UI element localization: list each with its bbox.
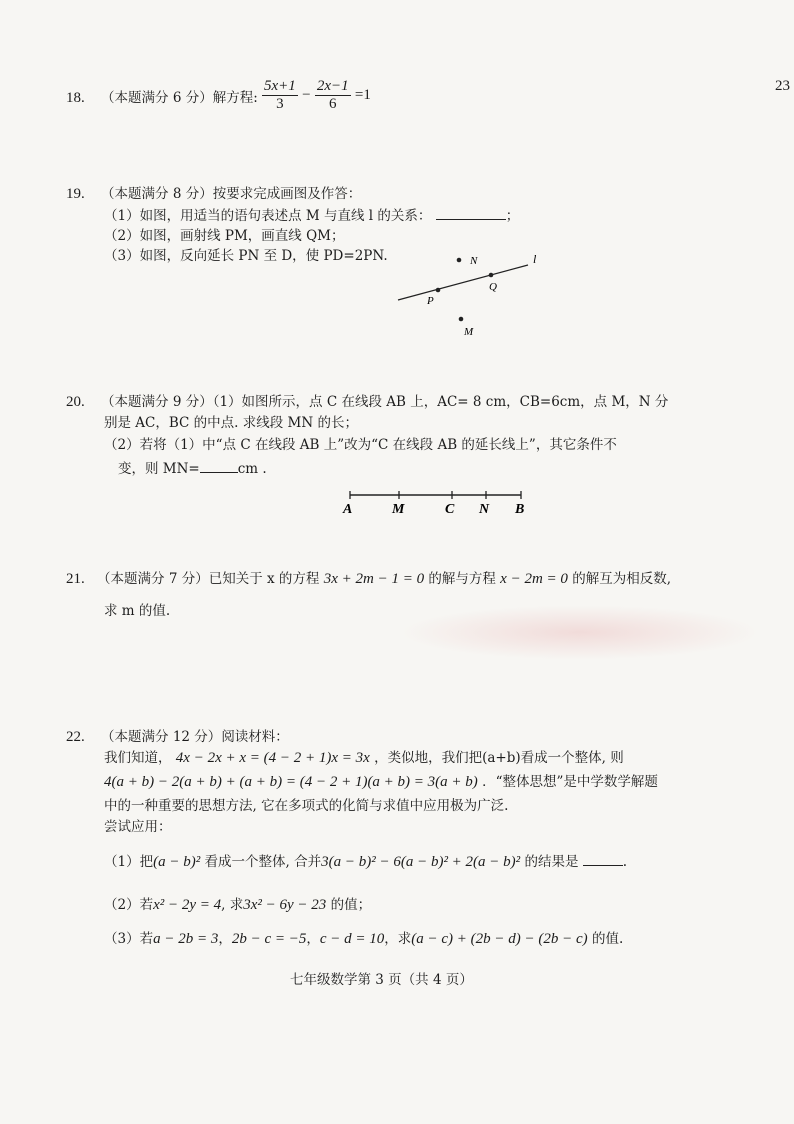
question-19-part-1	[104, 204, 519, 224]
minus-sign: −	[302, 87, 311, 103]
material-equation: 4(a + b) − 2(a + b) + (a + b) = (4 − 2 + 1)(a + b) = 3(a + b)	[104, 774, 478, 790]
figure-19	[380, 248, 570, 343]
part-text: 的结果是	[524, 854, 579, 870]
part-expression: (a − c) + (2b − d) − (2b − c)	[411, 931, 588, 947]
separator: ，	[218, 931, 232, 947]
part-end: .	[622, 854, 628, 870]
score-note: （本题满分 6 分）	[101, 90, 213, 106]
part-text: , 求	[221, 897, 244, 913]
line-l	[398, 265, 528, 300]
score-note: （本题满分 8 分）	[101, 186, 213, 202]
figure-20	[338, 484, 538, 520]
question-20-line-2: 别是 AC，BC 的中点. 求线段 MN 的长；	[104, 415, 358, 431]
part-end: ；	[505, 208, 520, 224]
question-intro: 阅读材料：	[221, 729, 289, 745]
part-text: （2）若	[104, 897, 154, 913]
question-text: （本题满分 9 分）（1）如图所示，点 C 在线段 AB 上，AC= 8 cm，CB=6cm，点 M，N 分	[101, 394, 669, 410]
page-footer: 七年级数学第 3 页（共 4 页）	[290, 972, 473, 988]
question-text: 的解与方程	[428, 571, 496, 587]
answer-blank[interactable]	[583, 865, 623, 866]
paper-stain	[400, 605, 760, 660]
part-text: 的值；	[330, 897, 372, 913]
question-intro: 按要求完成画图及作答：	[212, 186, 362, 202]
question-22-line-4: 尝试应用：	[104, 819, 172, 835]
page-number: 23	[775, 78, 790, 94]
equation-rhs: =1	[354, 87, 371, 103]
question-text: （本题满分 7 分）已知关于 x 的方程	[97, 571, 320, 587]
material-text: ，类似地，我们把(a+b)看成一个整体, 则	[374, 750, 624, 766]
label-p: P	[427, 295, 434, 307]
point-q	[489, 273, 494, 278]
question-20-line-3: （2）若将（1）中“点 C 在线段 AB 上”改为“C 在线段 AB 的延长线上”，其它条件不	[104, 437, 617, 453]
question-20-line-1	[66, 390, 668, 411]
fraction-1: $\frac{5x+1}{3}$	[264, 78, 296, 112]
part-text: 的值.	[591, 931, 624, 947]
part-text: （3）若	[104, 931, 154, 947]
label-n: N	[479, 502, 490, 517]
material-text: 我们知道，	[104, 750, 172, 766]
part-text: （1）如图，用适当的语句表述点 M 与直线 l 的关系：	[104, 208, 432, 224]
question-22-header	[66, 725, 289, 746]
part-expression: (a − b)²	[153, 854, 201, 870]
question-22-part-2	[104, 893, 371, 914]
part-expression: 3(a − b)² − 6(a − b)² + 2(a − b)²	[321, 854, 521, 870]
part-expression: c − d = 10	[319, 931, 385, 947]
part-expression: x² − 2y = 4	[153, 897, 222, 913]
label-l: l	[533, 252, 537, 266]
question-19-header	[66, 182, 361, 203]
point-p	[436, 288, 441, 293]
question-22-part-1	[104, 850, 627, 871]
question-21-line-2: 求 m 的值.	[104, 603, 171, 619]
part-text: （1）把	[104, 854, 154, 870]
equation-18	[262, 78, 371, 113]
answer-blank[interactable]	[200, 472, 238, 473]
question-text: 解方程:	[212, 90, 258, 106]
material-equation: 4x − 2x + x = (4 − 2 + 1)x = 3x	[175, 750, 370, 766]
answer-blank[interactable]	[436, 219, 506, 220]
question-18	[66, 86, 258, 107]
part-unit: cm .	[237, 461, 267, 477]
question-number: 22.	[66, 729, 85, 745]
question-number: 20.	[66, 394, 85, 410]
question-number: 19.	[66, 186, 85, 202]
part-expression: 2b − c = −5	[231, 931, 307, 947]
score-note: （本题满分 12 分）	[101, 729, 222, 745]
question-19-part-3: （3）如图，反向延长 PN 至 D，使 PD=2PN.	[104, 248, 388, 264]
label-c: C	[445, 502, 455, 517]
part-text: ，求	[384, 931, 412, 947]
question-22-line-1	[104, 746, 624, 767]
label-q: Q	[489, 281, 497, 293]
question-22-part-3	[104, 927, 623, 948]
question-22-line-3: 中的一种重要的思想方法, 它在多项式的化简与求值中应用极为广泛.	[104, 798, 509, 814]
label-a: A	[343, 502, 353, 517]
equation-2: x − 2m = 0	[500, 571, 568, 587]
fraction-2: $\frac{2x-1}{6}$	[316, 78, 349, 112]
question-21-line-1	[66, 567, 671, 588]
label-m: M	[392, 502, 405, 517]
question-20-line-4	[118, 457, 267, 477]
label-b: B	[515, 502, 525, 517]
separator: ，	[306, 931, 320, 947]
point-m	[459, 317, 464, 322]
point-n	[457, 258, 462, 263]
part-expression: 3x² − 6y − 23	[243, 897, 327, 913]
part-text: 变，则 MN=	[118, 461, 200, 477]
question-22-line-2	[104, 770, 658, 791]
label-m: M	[464, 326, 474, 338]
part-expression: a − 2b = 3	[153, 931, 219, 947]
question-number: 21.	[66, 571, 85, 587]
question-text: 的解互为相反数,	[572, 571, 671, 587]
material-text: ．“整体思想”是中学数学解题	[482, 774, 658, 790]
label-n: N	[470, 255, 478, 267]
question-19-part-2: （2）如图，画射线 PM，画直线 QM；	[104, 228, 345, 244]
part-text: 看成一个整体, 合并	[204, 854, 322, 870]
question-number: 18.	[66, 90, 85, 106]
equation-1: 3x + 2m − 1 = 0	[323, 571, 425, 587]
